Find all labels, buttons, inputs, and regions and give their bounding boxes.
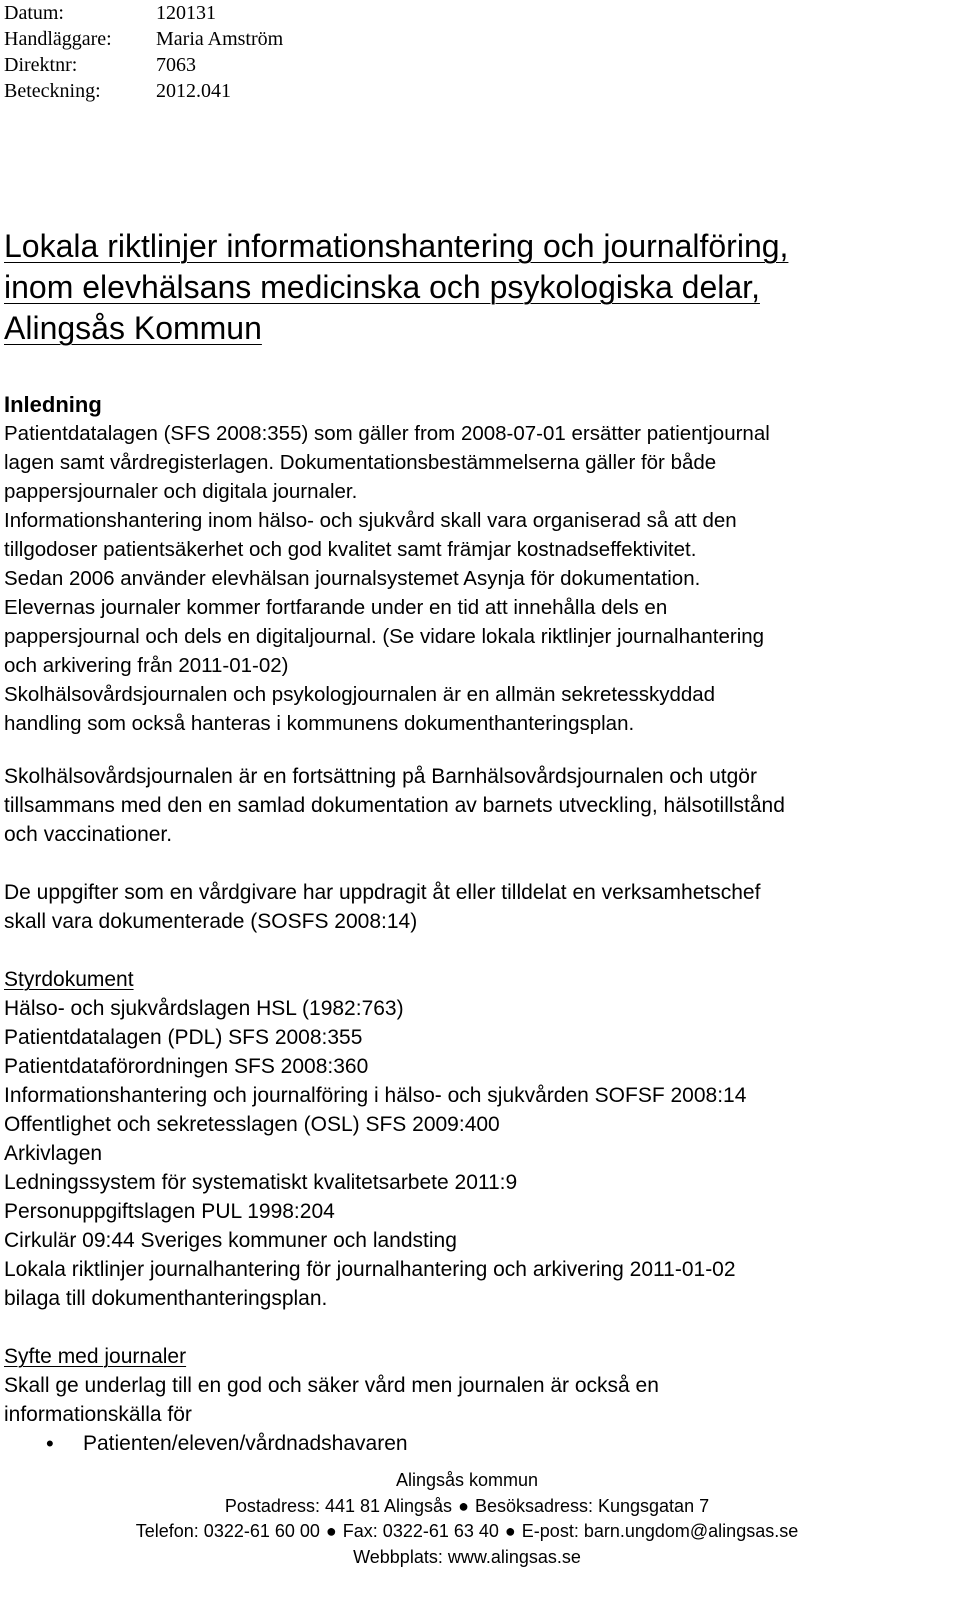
paragraph-line: handling som också hanteras i kommunens dokumenthanteringsplan. (4, 712, 635, 735)
list-item: bilaga till dokumenthanteringsplan. (4, 1287, 328, 1310)
syfte-bullet-list (4, 1429, 954, 1458)
paragraph-line: Sedan 2006 använder elevhälsan journalsystemet Asynja för dokumentation. (4, 567, 701, 590)
intro-heading: Inledning (4, 392, 102, 417)
paragraph-line: pappersjournaler och digitala journaler. (4, 480, 358, 503)
intro-section (4, 390, 954, 738)
list-item: Ledningssystem för systematiskt kvalitetsarbete 2011:9 (4, 1171, 518, 1194)
list-item: Offentlighet och sekretesslagen (OSL) SFS 2009:400 (4, 1113, 500, 1136)
meta-row-reference (4, 78, 283, 104)
footer-web: Webbplats: www.alingsas.se (353, 1546, 581, 1567)
footer-fax: Fax: 0322-61 63 40 (342, 1521, 499, 1541)
paragraph-line: lagen samt vårdregisterlagen. Dokumentationsbestämmelserna gäller för både (4, 451, 717, 474)
meta-value: Maria Amström (156, 28, 284, 50)
document-metadata (4, 0, 283, 104)
paragraph-line: pappersjournal och dels en digitaljournal. (Se vidare lokala riktlinjer journalhantering (4, 625, 765, 648)
paragraph-line: Skolhälsovårdsjournalen och psykologjournalen är en allmän sekretesskyddad (4, 683, 716, 706)
document-title (4, 226, 944, 349)
footer-contact-line (0, 1519, 934, 1545)
main-content (4, 762, 954, 1458)
meta-label: Datum: (4, 2, 64, 24)
footer-email: E-post: barn.ungdom@alingsas.se (521, 1521, 799, 1541)
page-footer (0, 1468, 934, 1570)
meta-value: 7063 (156, 54, 196, 76)
title-line: Alingsås Kommun (4, 310, 262, 346)
meta-row-direct-number (4, 52, 283, 78)
meta-value: 2012.041 (156, 80, 231, 102)
meta-row-date (4, 0, 283, 26)
footer-postal: Postadress: 441 81 Alingsås (224, 1495, 453, 1516)
list-item: Lokala riktlinjer journalhantering för journalhantering och arkivering 2011-01-02 (4, 1258, 736, 1281)
list-item: Arkivlagen (4, 1142, 103, 1165)
paragraph-line: De uppgifter som en vårdgivare har uppdragit åt eller tilldelat en verksamhetschef (4, 881, 761, 904)
styrdokument-list (4, 994, 954, 1313)
paragraph-line: informationskälla för (4, 1403, 192, 1426)
footer-separator: ● (504, 1521, 516, 1541)
paragraph-line: och arkivering från 2011-01-02) (4, 654, 289, 677)
paragraph-line: Skolhälsovårdsjournalen är en fortsättning på Barnhälsovårdsjournalen och utgör (4, 765, 757, 788)
footer-phone: Telefon: 0322-61 60 00 (135, 1521, 320, 1541)
list-item: Informationshantering och journalföring i hälso- och sjukvården SOFSF 2008:14 (4, 1084, 747, 1107)
meta-label: Handläggare: (4, 28, 112, 50)
meta-label: Beteckning: (4, 80, 101, 102)
paragraph-line: Informationshantering inom hälso- och sjukvård skall vara organiserad så att den (4, 509, 737, 532)
paragraph-line: Patientdatalagen (SFS 2008:355) som gäller from 2008-07-01 ersätter patientjournal (4, 422, 770, 445)
title-line: inom elevhälsans medicinska och psykologiska delar, (4, 269, 760, 305)
syfte-heading: Syfte med journaler (4, 1345, 187, 1368)
footer-org: Alingsås kommun (395, 1470, 539, 1490)
list-item: Personuppgiftslagen PUL 1998:204 (4, 1200, 335, 1223)
meta-value: 120131 (156, 2, 216, 24)
paragraph-line: och vaccinationer. (4, 823, 173, 846)
list-item: Patientdatalagen (PDL) SFS 2008:355 (4, 1026, 363, 1049)
footer-separator: ● (458, 1495, 469, 1516)
meta-row-handler (4, 26, 283, 52)
footer-separator: ● (325, 1521, 337, 1541)
paragraph-line: Skall ge underlag till en god och säker vård men journalen är också en (4, 1374, 659, 1397)
styrdokument-heading: Styrdokument (4, 968, 134, 991)
footer-address-line (0, 1494, 934, 1520)
meta-label: Direktnr: (4, 54, 78, 76)
bullet-item: • Patienten/eleven/vårdnadshavaren (4, 1429, 954, 1458)
list-item: Cirkulär 09:44 Sveriges kommuner och landsting (4, 1229, 457, 1252)
paragraph-line: skall vara dokumenterade (SOSFS 2008:14) (4, 910, 418, 933)
paragraph-line: tillsammans med den en samlad dokumentation av barnets utveckling, hälsotillstånd (4, 794, 785, 817)
paragraph-line: tillgodoser patientsäkerhet och god kvalitet samt främjar kostnadseffektivitet. (4, 538, 697, 561)
footer-visit: Besöksadress: Kungsgatan 7 (474, 1495, 710, 1516)
paragraph-line: Elevernas journaler kommer fortfarande under en tid att innehålla dels en (4, 596, 668, 619)
title-line: Lokala riktlinjer informationshantering och journalföring, (4, 228, 789, 264)
list-item: Hälso- och sjukvårdslagen HSL (1982:763) (4, 997, 404, 1020)
list-item: Patientdataförordningen SFS 2008:360 (4, 1055, 369, 1078)
